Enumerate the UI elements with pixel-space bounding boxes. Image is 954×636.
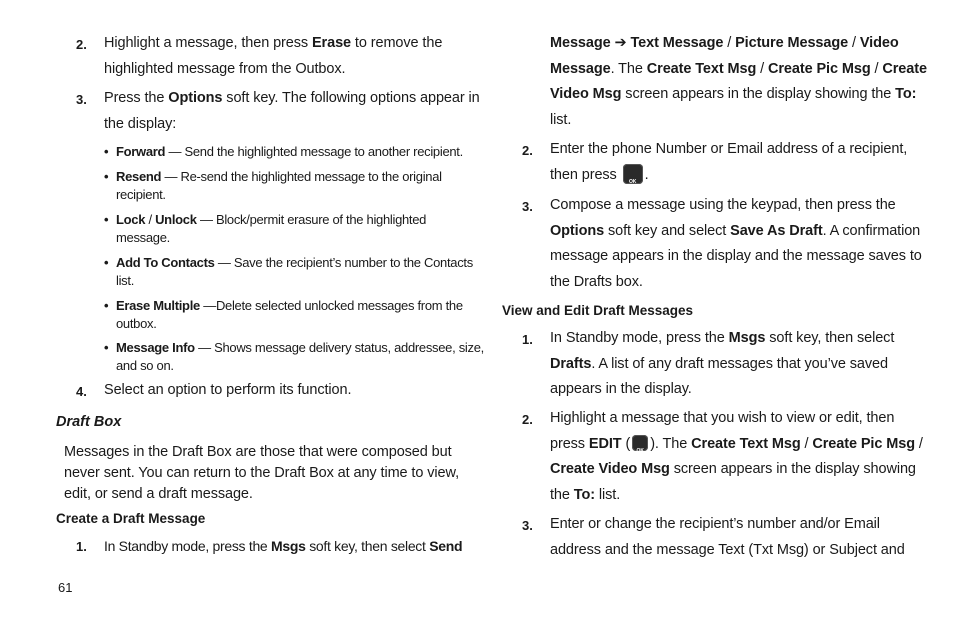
options-key-label: Options — [168, 90, 223, 106]
draft-box-paragraph: Messages in the Draft Box are those that were composed but never sent. You can return to the Draft Box at any time to view, edit, or send a draft message. — [64, 444, 459, 502]
bullet-icon: • — [104, 169, 109, 184]
step-number: 2. — [522, 412, 533, 427]
step-number: 3. — [522, 199, 533, 214]
list-item: Forward — Send the highlighted message to another recipient. — [116, 144, 463, 159]
section-heading: Draft Box — [56, 414, 122, 430]
create-step-1-continuation: Message ➔ Text Message / Picture Message / Video Message. The Create Text Msg / Create Pic Msg / Create Video Msg screen appears in the display showing the To: list. — [550, 35, 927, 128]
step-number: 1. — [76, 539, 87, 554]
bullet-icon: • — [104, 255, 109, 270]
list-item: Add To Contacts — Save the recipient’s number to the Contacts list. — [116, 255, 473, 288]
step-2-text: Enter the phone Number or Email address of a recipient, then press OK . — [550, 141, 908, 185]
ok-key-icon: OK — [623, 164, 643, 184]
bullet-icon: • — [104, 298, 109, 313]
subsection-heading: Create a Draft Message — [56, 511, 206, 526]
bullet-icon: • — [104, 340, 109, 355]
subsection-heading: View and Edit Draft Messages — [502, 303, 694, 318]
arrow-icon: ➔ — [610, 35, 631, 51]
step-number: 2. — [522, 143, 533, 158]
list-item: Erase Multiple —Delete selected unlocked messages from the outbox. — [116, 298, 463, 331]
step-number: 2. — [76, 37, 87, 52]
step-number: 1. — [522, 332, 533, 347]
bullet-icon: • — [104, 212, 109, 227]
view-step-2-text: Highlight a message that you wish to view or edit, then press EDIT ( OK ). The Create Text Msg / Create Pic Msg / Create Video Msg screen appears in the display showing the To: list. — [550, 410, 923, 503]
step-number: 3. — [522, 518, 533, 533]
step-number: 4. — [76, 384, 87, 399]
view-step-1-text: In Standby mode, press the Msgs soft key, then select Drafts. A list of any draft messages that you’ve saved appears in the display. — [550, 330, 895, 397]
create-step-1-text: In Standby mode, press the Msgs soft key, then select Send — [104, 538, 463, 554]
page-number: 61 — [58, 580, 73, 595]
step-4-text: Select an option to perform its function. — [104, 382, 352, 398]
list-item: Message Info — Shows message delivery status, addressee, size, and so on. — [116, 340, 484, 373]
bullet-icon: • — [104, 144, 109, 159]
step-3-text: Press the Options soft key. The following options appear in the display: — [104, 90, 480, 132]
step-3-text: Compose a message using the keypad, then press the Options soft key and select Save As Draft. A confirmation message appears in the display and the message saves to the Drafts box. — [550, 197, 922, 290]
erase-key-label: Erase — [311, 35, 351, 51]
step-number: 3. — [76, 92, 87, 107]
step-2-text: Highlight a message, then press Erase to remove the highlighted message from the Outbox. — [104, 35, 443, 77]
view-step-3-text: Enter or change the recipient’s number and/or Email address and the message Text (Txt Msg) or Subject and — [550, 516, 905, 558]
list-item: Lock / Unlock — Block/permit erasure of the highlighted message. — [116, 212, 427, 245]
ok-key-icon: OK — [632, 435, 648, 451]
list-item: Resend — Re-send the highlighted message to the original recipient. — [116, 169, 442, 202]
